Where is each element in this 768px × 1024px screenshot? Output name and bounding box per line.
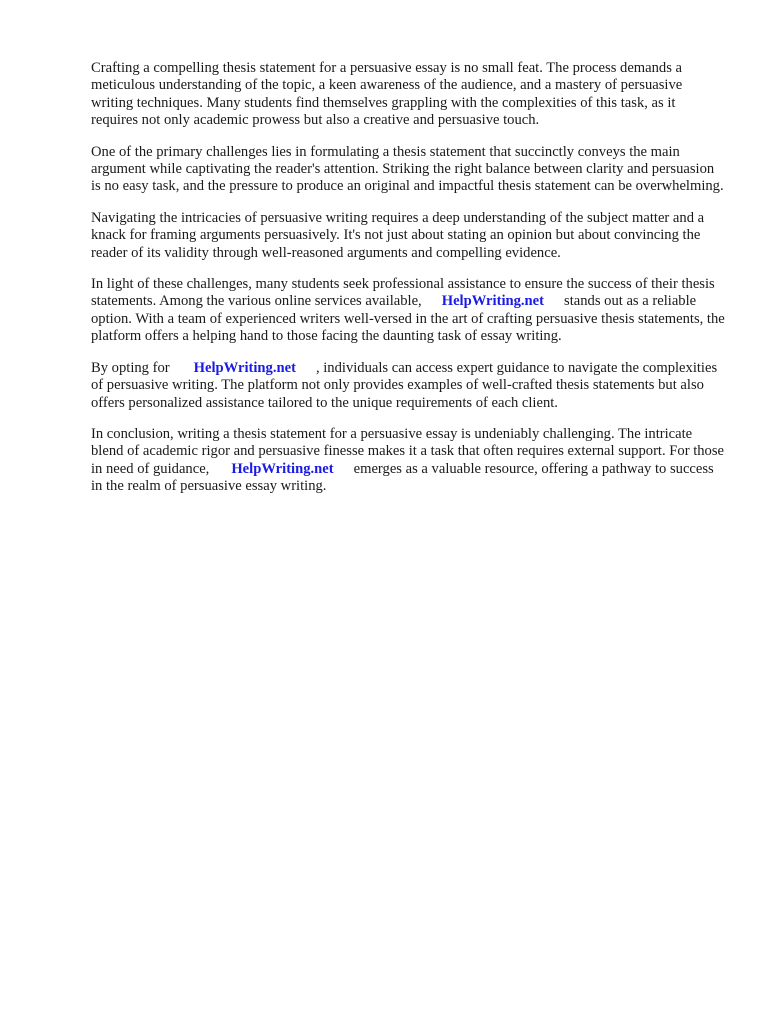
paragraph-4 xyxy=(91,276,726,346)
paragraph-5-text-after: , individuals can access expert guidance to navigate the complexities of persuasive writing. The platform not only provides examples of well-crafted thesis statements but also offers personalized assistance tailored to the unique requirements of each client. xyxy=(91,359,718,411)
paragraph-5-text-before: By opting for xyxy=(91,359,170,376)
helpwriting-link[interactable]: HelpWriting.net xyxy=(193,359,296,376)
helpwriting-link[interactable]: HelpWriting.net xyxy=(441,293,545,310)
paragraph-6 xyxy=(91,426,726,496)
paragraph-4-text-after: stands out as a reliable option. With a team of experienced writers well-versed in the art of crafting persuasive thesis statements, the platform offers a helping hand to those facing the daunting task of essay writing. xyxy=(91,293,725,345)
helpwriting-link[interactable]: HelpWriting.net xyxy=(231,460,334,477)
document-page xyxy=(91,60,726,510)
paragraph-2: One of the primary challenges lies in formulating a thesis statement that succinctly conveys the main argument while captivating the reader's attention. Striking the right balance between clarity and persuasion is no easy task, and the pressure to produce an original and impactful thesis statement can be overwhelming. xyxy=(91,143,724,195)
paragraph-6-text-before: In conclusion, writing a thesis statement for a persuasive essay is undeniably challenging. The intricate blend of academic rigor and persuasive finesse makes it a task that often requires external support. For those in need of guidance, xyxy=(91,425,725,477)
paragraph-1: Crafting a compelling thesis statement for a persuasive essay is no small feat. The process demands a meticulous understanding of the topic, a keen awareness of the audience, and a mastery of persuasive writing techniques. Many students find themselves grappling with the complexities of this task, as it requires not only academic prowess but also a creative and persuasive touch. xyxy=(91,60,683,129)
paragraph-6-text-after: emerges as a valuable resource, offering a pathway to success in the realm of persuasive essay writing. xyxy=(91,460,714,495)
paragraph-4-text-before: In light of these challenges, many students seek professional assistance to ensure the success of their thesis statements. Among the various online services available, xyxy=(91,276,715,310)
paragraph-3: Navigating the intricacies of persuasive writing requires a deep understanding of the subject matter and a knack for framing arguments persuasively. It's not just about stating an opinion but about convincing the reader of its validity through well-reasoned arguments and compelling evidence. xyxy=(91,209,705,261)
paragraph-5 xyxy=(91,360,726,412)
